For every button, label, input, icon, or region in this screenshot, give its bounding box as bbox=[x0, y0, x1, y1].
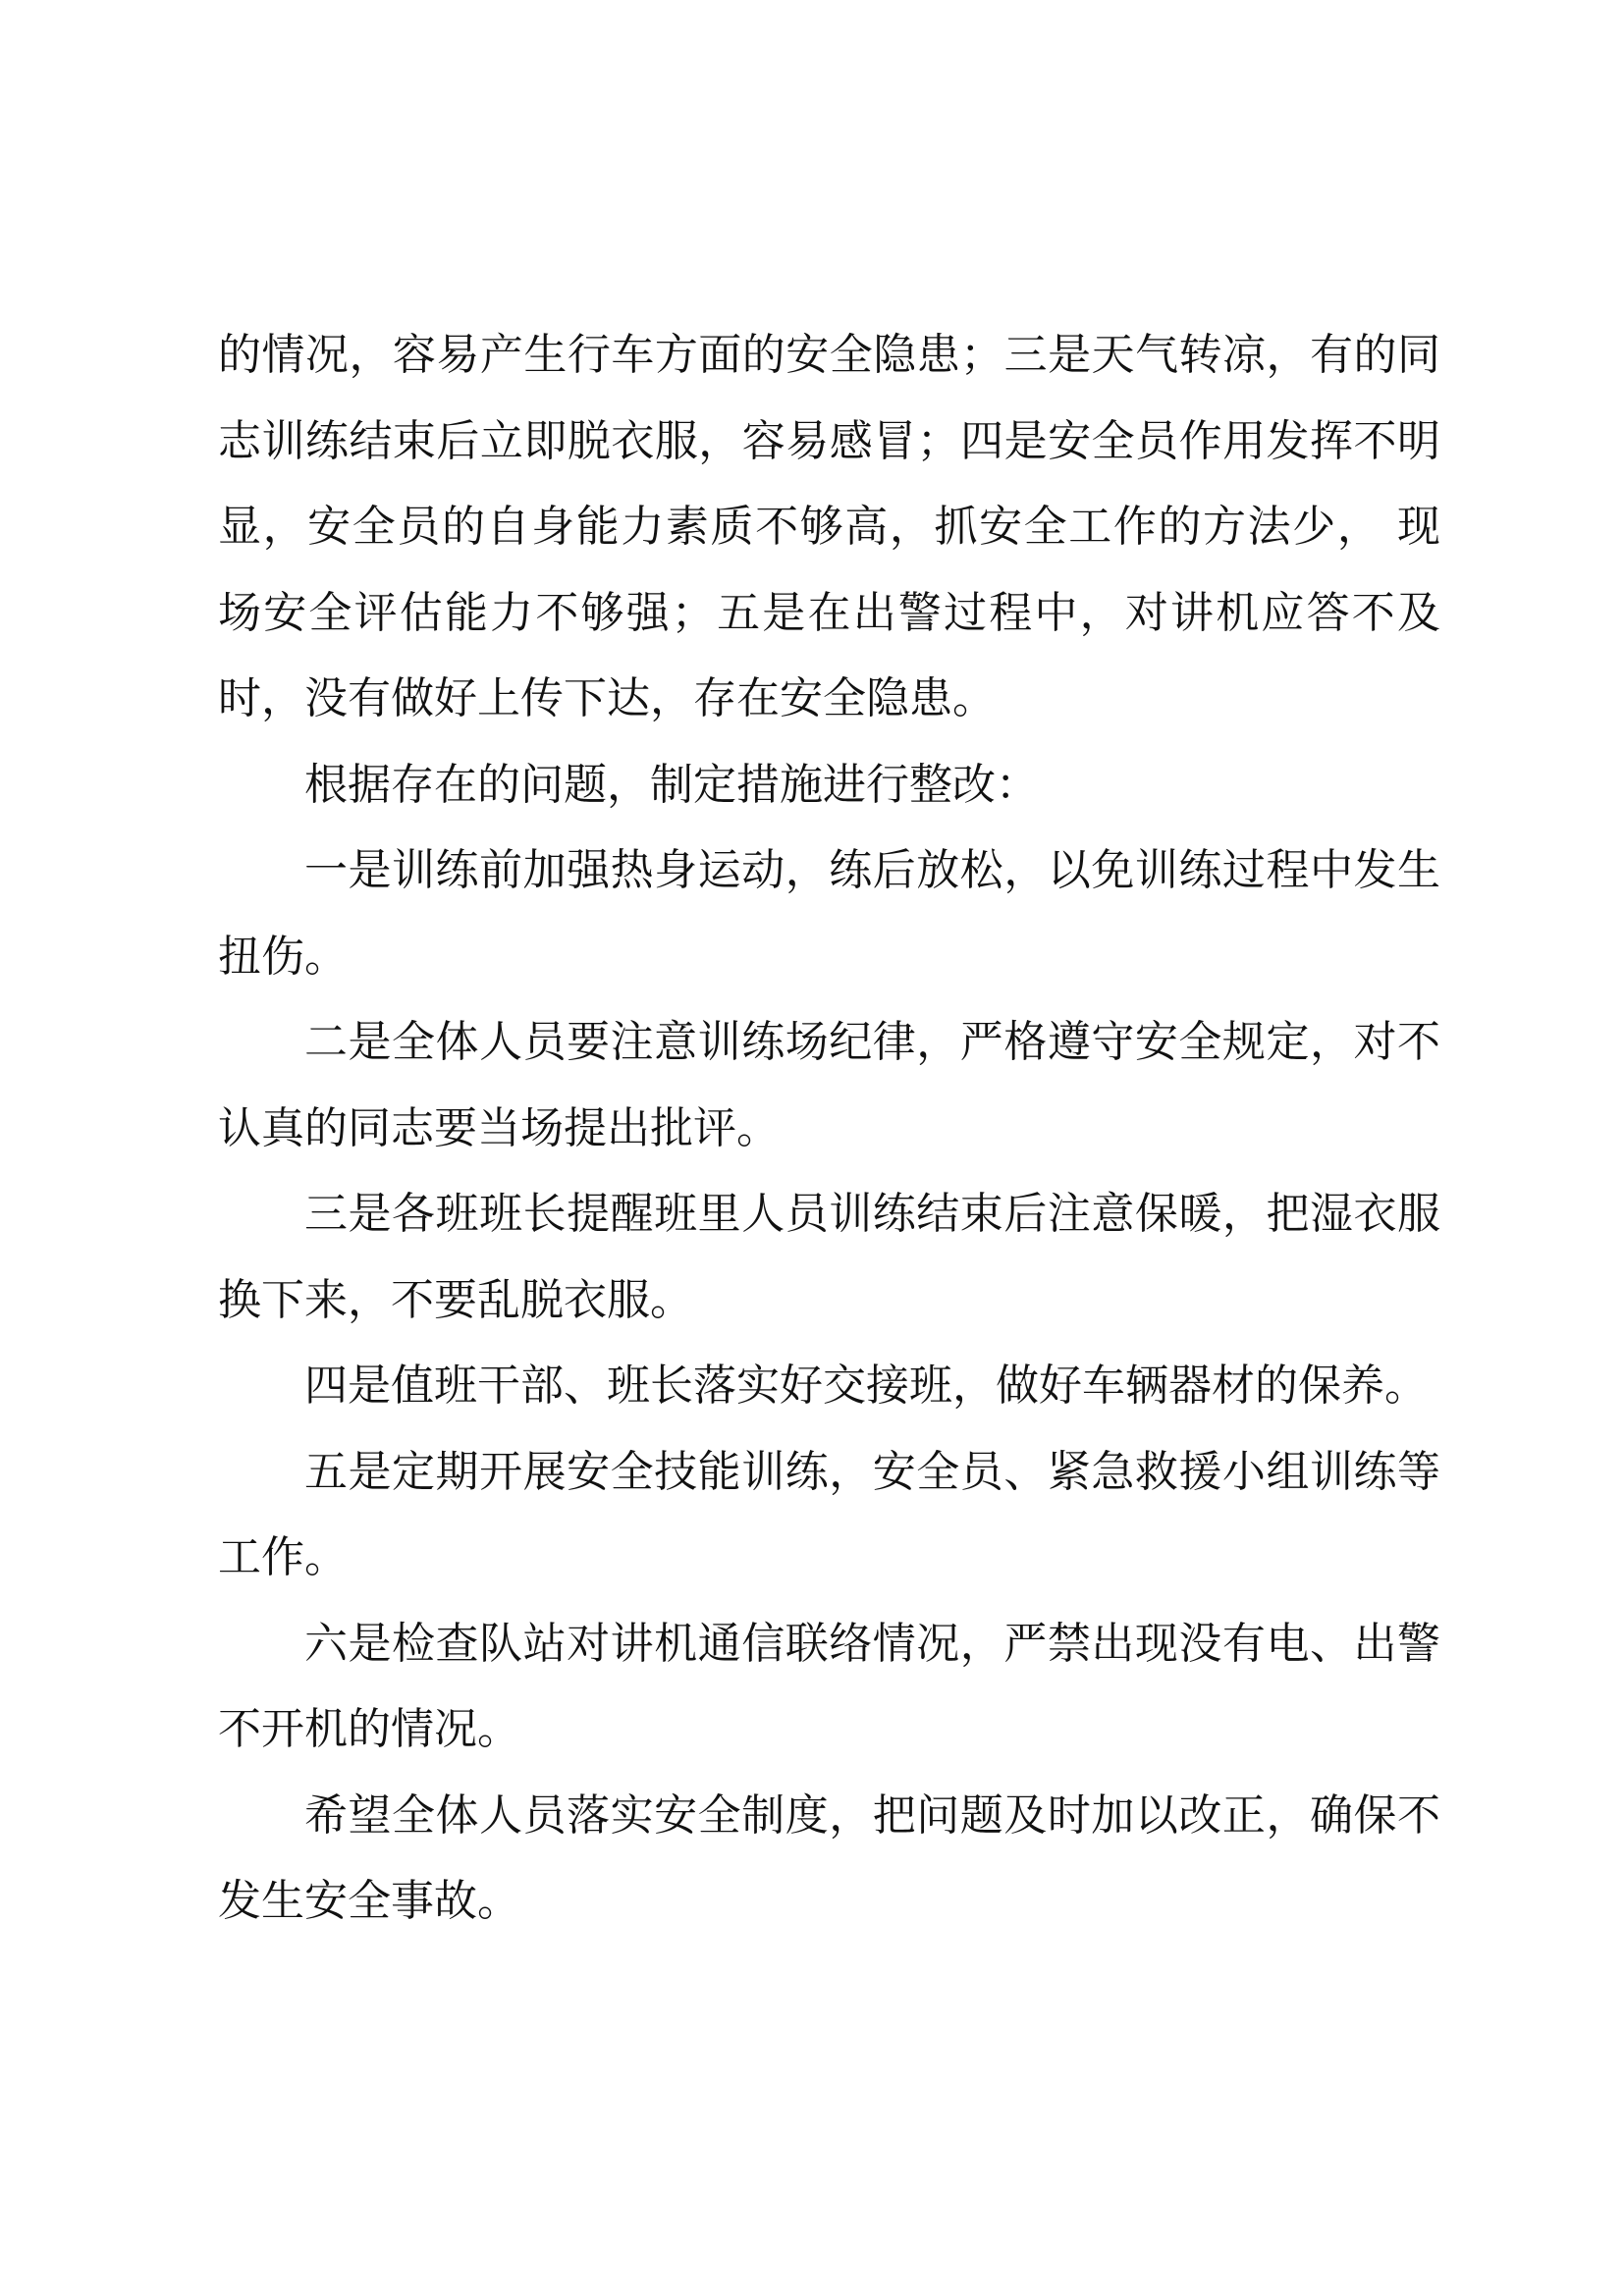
paragraph-measure-3: 三是各班班长提醒班里人员训练结束后注意保暖，把湿衣服换下来，不要乱脱衣服。 bbox=[218, 1189, 1440, 1325]
paragraph-measure-5: 五是定期开展安全技能训练，安全员、紧急救援小组训练等工作。 bbox=[218, 1446, 1440, 1582]
paragraph-closing: 希望全体人员落实安全制度，把问题及时加以改正，确保不发生安全事故。 bbox=[218, 1789, 1440, 1926]
paragraph-measure-1: 一是训练前加强热身运动，练后放松，以免训练过程中发生扭伤。 bbox=[218, 845, 1440, 982]
paragraph-continuation: 的情况，容易产生行车方面的安全隐患；三是天气转凉，有的同志训练结束后立即脱衣服，容易感冒；四是安全员作用发挥不明显，安全员的自身能力素质不够高，抓安全工作的方法少， 现场安全评估能力不够强；五是在出警过程中，对讲机应答不及时，没有做好上传下达，存在安全隐患。 bbox=[218, 330, 1440, 723]
document-body bbox=[218, 312, 1440, 1945]
paragraph-measures-intro: 根据存在的问题，制定措施进行整改： bbox=[304, 759, 1039, 810]
paragraph-measure-6: 六是检查队站对讲机通信联络情况，严禁出现没有电、出警不开机的情况。 bbox=[218, 1618, 1440, 1754]
paragraph-measure-4: 四是值班干部、班长落实好交接班，做好车辆器材的保养。 bbox=[304, 1361, 1428, 1411]
paragraph-measure-2: 二是全体人员要注意训练场纪律，严格遵守安全规定，对不认真的同志要当场提出批评。 bbox=[218, 1017, 1440, 1153]
